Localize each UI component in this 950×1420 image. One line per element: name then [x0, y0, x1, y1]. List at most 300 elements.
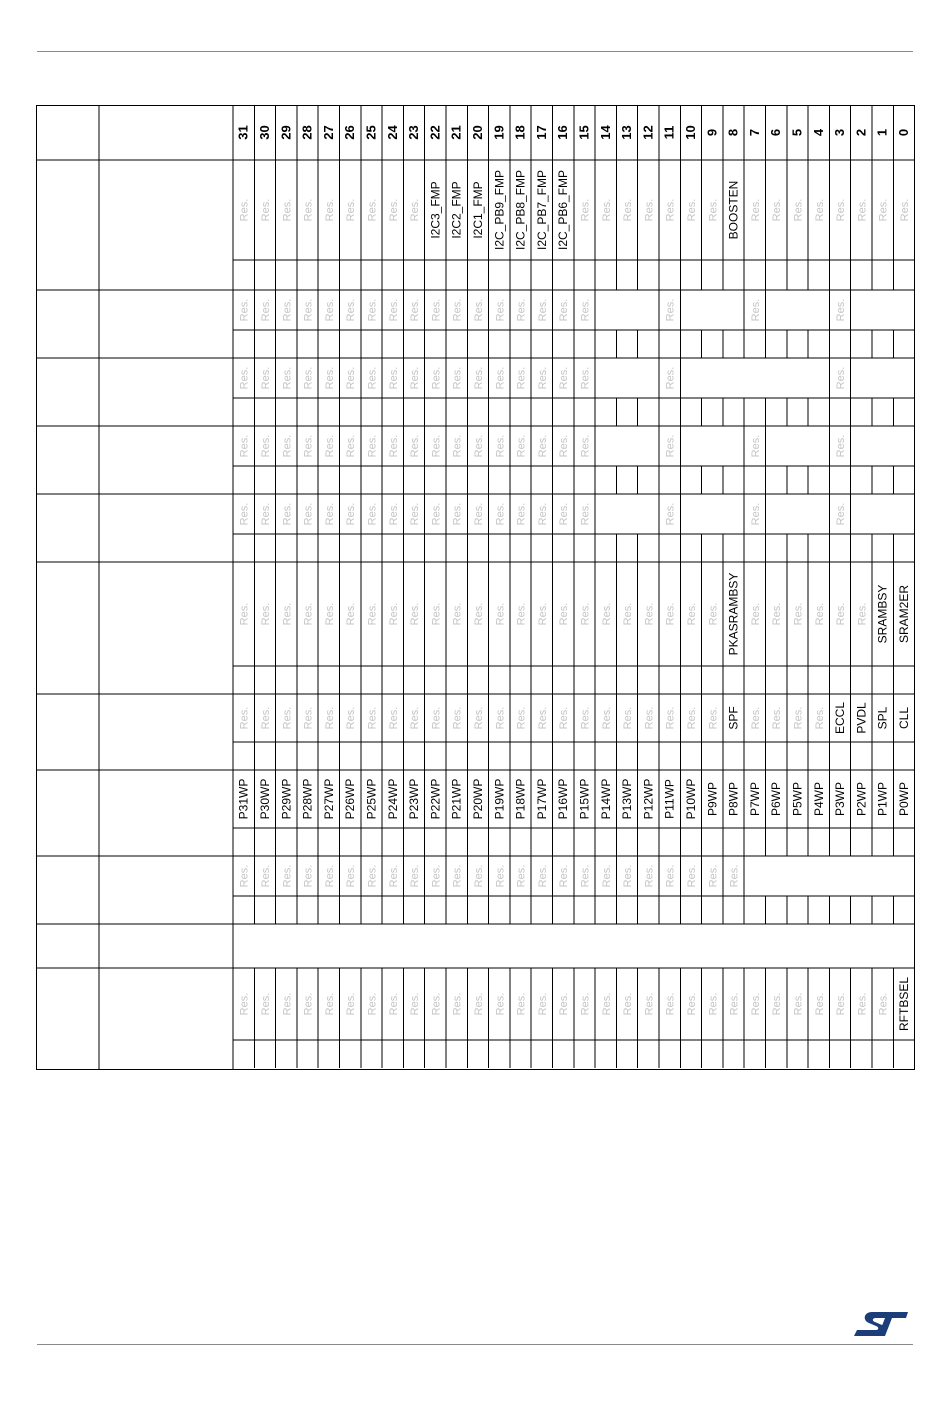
reserved-bit-label: Res.	[664, 434, 677, 458]
reserved-bit-label: Res.	[579, 198, 592, 222]
reserved-bit-label: Res.	[792, 706, 805, 730]
reserved-bit-label: Res.	[323, 502, 336, 526]
reserved-bit-label: Res.	[409, 366, 422, 390]
field-name: SRAM2ER	[896, 584, 911, 644]
reserved-bit-label: Res.	[536, 366, 549, 390]
reserved-bit-label: Res.	[430, 434, 443, 458]
reserved-bit-label: Res.	[387, 992, 400, 1016]
reserved-bit-label: Res.	[238, 198, 251, 222]
reserved-bit-label: Res.	[345, 502, 358, 526]
bit-number: 31	[235, 125, 251, 140]
bit-number: 19	[491, 125, 507, 140]
reserved-bit-label: Res.	[472, 864, 485, 888]
reserved-bit-label: Res.	[664, 864, 677, 888]
reserved-bit-label: Res.	[302, 706, 315, 730]
reserved-bit-label: Res.	[600, 602, 613, 626]
reserved-bit-label: Res.	[302, 864, 315, 888]
reserved-bit-label: Res.	[323, 992, 336, 1016]
reserved-bit-label: Res.	[259, 298, 272, 322]
reserved-bit-label: Res.	[472, 434, 485, 458]
reserved-bit-label: Res.	[558, 602, 571, 626]
field-name: P26WP	[343, 778, 358, 820]
reserved-bit-label: Res.	[238, 992, 251, 1016]
bit-number: 9	[704, 128, 720, 137]
reserved-bit-label: Res.	[366, 602, 379, 626]
field-name: BOOSTEN	[726, 180, 741, 240]
reserved-bit-label: Res.	[579, 366, 592, 390]
reserved-bit-label: Res.	[472, 706, 485, 730]
reserved-bit-label: Res.	[664, 706, 677, 730]
reserved-bit-label: Res.	[323, 864, 336, 888]
reserved-bit-label: Res.	[494, 602, 507, 626]
field-name: P0WP	[896, 781, 911, 817]
reserved-bit-label: Res.	[515, 706, 528, 730]
reserved-bit-label: Res.	[451, 434, 464, 458]
register-map-table	[36, 105, 916, 1072]
reserved-bit-label: Res.	[238, 434, 251, 458]
field-name: P27WP	[321, 778, 336, 820]
reserved-bit-label: Res.	[238, 864, 251, 888]
field-name: P10WP	[683, 778, 698, 820]
reserved-bit-label: Res.	[451, 502, 464, 526]
reserved-bit-label: Res.	[366, 366, 379, 390]
reserved-bit-label: Res.	[622, 706, 635, 730]
reserved-bit-label: Res.	[771, 706, 784, 730]
field-name: P4WP	[811, 781, 826, 817]
reserved-bit-label: Res.	[302, 602, 315, 626]
field-name: P6WP	[769, 781, 784, 817]
field-name: P1WP	[875, 781, 890, 817]
field-name: I2C2_FMP	[449, 181, 464, 239]
reserved-bit-label: Res.	[749, 992, 762, 1016]
bit-number: 0	[895, 128, 911, 137]
reserved-bit-label: Res.	[749, 298, 762, 322]
st-logo	[852, 1308, 910, 1338]
field-name: P25WP	[364, 778, 379, 820]
field-name: P29WP	[279, 778, 294, 820]
bit-number: 12	[640, 125, 656, 140]
reserved-bit-label: Res.	[345, 864, 358, 888]
reserved-bit-label: Res.	[302, 992, 315, 1016]
reserved-bit-label: Res.	[622, 198, 635, 222]
reserved-bit-label: Res.	[685, 992, 698, 1016]
reserved-bit-label: Res.	[643, 992, 656, 1016]
reserved-bit-label: Res.	[835, 198, 848, 222]
reserved-bit-label: Res.	[579, 602, 592, 626]
field-name: P11WP	[662, 779, 677, 819]
reserved-bit-label: Res.	[409, 706, 422, 730]
reserved-bit-label: Res.	[536, 706, 549, 730]
bit-number: 21	[448, 125, 464, 140]
reserved-bit-label: Res.	[302, 502, 315, 526]
reserved-bit-label: Res.	[813, 992, 826, 1016]
bit-number: 17	[533, 125, 549, 140]
bit-number: 20	[469, 125, 485, 140]
reserved-bit-label: Res.	[409, 502, 422, 526]
field-name: P2WP	[854, 781, 869, 817]
reserved-bit-label: Res.	[345, 706, 358, 730]
reserved-bit-label: Res.	[749, 502, 762, 526]
reserved-bit-label: Res.	[238, 706, 251, 730]
reserved-bit-label: Res.	[515, 434, 528, 458]
reserved-bit-label: Res.	[472, 366, 485, 390]
reserved-bit-label: Res.	[558, 434, 571, 458]
reserved-bit-label: Res.	[600, 992, 613, 1016]
field-name: ECCL	[833, 701, 848, 735]
reserved-bit-label: Res.	[430, 706, 443, 730]
reserved-bit-label: Res.	[302, 366, 315, 390]
field-name: P18WP	[513, 778, 528, 820]
field-name: I2C_PB8_FMP	[513, 169, 528, 251]
reserved-bit-label: Res.	[302, 198, 315, 222]
reserved-bit-label: Res.	[515, 602, 528, 626]
field-name: P13WP	[620, 778, 635, 820]
reserved-bit-label: Res.	[345, 198, 358, 222]
reserved-bit-label: Res.	[345, 366, 358, 390]
reserved-bit-label: Res.	[238, 366, 251, 390]
reserved-bit-label: Res.	[664, 992, 677, 1016]
reserved-bit-label: Res.	[430, 602, 443, 626]
bit-number: 5	[789, 128, 805, 137]
reserved-bit-label: Res.	[387, 502, 400, 526]
bit-number: 8	[725, 128, 741, 137]
reserved-bit-label: Res.	[664, 502, 677, 526]
reserved-bit-label: Res.	[792, 198, 805, 222]
bit-number: 24	[384, 125, 400, 140]
bit-number: 6	[768, 128, 784, 137]
field-name: P7WP	[747, 781, 762, 817]
reserved-bit-label: Res.	[259, 706, 272, 730]
reserved-bit-label: Res.	[366, 502, 379, 526]
reserved-bit-label: Res.	[472, 502, 485, 526]
reserved-bit-label: Res.	[430, 992, 443, 1016]
reserved-bit-label: Res.	[366, 298, 379, 322]
field-name: P19WP	[492, 778, 507, 820]
reserved-bit-label: Res.	[409, 434, 422, 458]
reserved-bit-label: Res.	[409, 298, 422, 322]
reserved-bit-label: Res.	[281, 602, 294, 626]
reserved-bit-label: Res.	[302, 298, 315, 322]
reserved-bit-label: Res.	[515, 502, 528, 526]
reserved-bit-label: Res.	[622, 864, 635, 888]
reserved-bit-label: Res.	[387, 298, 400, 322]
reserved-bit-label: Res.	[366, 198, 379, 222]
bit-number: 4	[810, 128, 826, 137]
reserved-bit-label: Res.	[281, 502, 294, 526]
reserved-bit-label: Res.	[281, 366, 294, 390]
reserved-bit-label: Res.	[898, 198, 911, 222]
reserved-bit-label: Res.	[451, 298, 464, 322]
reserved-bit-label: Res.	[536, 434, 549, 458]
reserved-bit-label: Res.	[259, 602, 272, 626]
field-name: P16WP	[556, 778, 571, 820]
field-name: SRAMBSY	[875, 584, 890, 644]
reserved-bit-label: Res.	[771, 198, 784, 222]
reserved-bit-label: Res.	[877, 198, 890, 222]
field-name: P23WP	[407, 778, 422, 820]
reserved-bit-label: Res.	[622, 602, 635, 626]
reserved-bit-label: Res.	[366, 706, 379, 730]
field-name: P3WP	[833, 781, 848, 817]
bit-number: 29	[278, 125, 294, 140]
reserved-bit-label: Res.	[472, 298, 485, 322]
reserved-bit-label: Res.	[345, 992, 358, 1016]
field-name: CLL	[896, 706, 911, 730]
reserved-bit-label: Res.	[558, 298, 571, 322]
reserved-bit-label: Res.	[813, 706, 826, 730]
reserved-bit-label: Res.	[707, 706, 720, 730]
reserved-bit-label: Res.	[600, 864, 613, 888]
reserved-bit-label: Res.	[856, 992, 869, 1016]
reserved-bit-label: Res.	[749, 602, 762, 626]
field-name: I2C_PB6_FMP	[556, 169, 571, 251]
reserved-bit-label: Res.	[835, 298, 848, 322]
reserved-bit-label: Res.	[579, 298, 592, 322]
reserved-bit-label: Res.	[366, 992, 379, 1016]
reserved-bit-label: Res.	[451, 602, 464, 626]
field-name: P8WP	[726, 781, 741, 817]
reserved-bit-label: Res.	[238, 602, 251, 626]
field-name: SPF	[726, 706, 741, 730]
field-name: P14WP	[598, 778, 613, 820]
bit-number: 7	[746, 128, 762, 137]
bit-number: 2	[853, 128, 869, 137]
field-name: P20WP	[470, 778, 485, 820]
reserved-bit-label: Res.	[536, 502, 549, 526]
reserved-bit-label: Res.	[728, 992, 741, 1016]
top-rule	[37, 51, 913, 52]
reserved-bit-label: Res.	[579, 434, 592, 458]
reserved-bit-label: Res.	[281, 992, 294, 1016]
reserved-bit-label: Res.	[856, 198, 869, 222]
reserved-bit-label: Res.	[387, 198, 400, 222]
reserved-bit-label: Res.	[600, 198, 613, 222]
reserved-bit-label: Res.	[259, 502, 272, 526]
field-name: I2C_PB7_FMP	[534, 169, 549, 251]
reserved-bit-label: Res.	[792, 992, 805, 1016]
reserved-bit-label: Res.	[771, 602, 784, 626]
reserved-bit-label: Res.	[451, 992, 464, 1016]
field-name: P9WP	[705, 781, 720, 817]
bit-number: 13	[619, 125, 635, 140]
reserved-bit-label: Res.	[792, 602, 805, 626]
field-name: P22WP	[428, 778, 443, 820]
reserved-bit-label: Res.	[387, 602, 400, 626]
reserved-bit-label: Res.	[558, 502, 571, 526]
reserved-bit-label: Res.	[281, 706, 294, 730]
reserved-bit-label: Res.	[259, 992, 272, 1016]
reserved-bit-label: Res.	[494, 298, 507, 322]
reserved-bit-label: Res.	[685, 706, 698, 730]
reserved-bit-label: Res.	[643, 602, 656, 626]
bit-number: 27	[320, 125, 336, 140]
reserved-bit-label: Res.	[515, 298, 528, 322]
reserved-bit-label: Res.	[409, 198, 422, 222]
reserved-bit-label: Res.	[685, 602, 698, 626]
field-name: P28WP	[300, 778, 315, 820]
reserved-bit-label: Res.	[387, 434, 400, 458]
reserved-bit-label: Res.	[494, 434, 507, 458]
reserved-bit-label: Res.	[622, 992, 635, 1016]
reserved-bit-label: Res.	[430, 298, 443, 322]
reserved-bit-label: Res.	[494, 864, 507, 888]
reserved-bit-label: Res.	[238, 298, 251, 322]
reserved-bit-label: Res.	[323, 602, 336, 626]
reserved-bit-label: Res.	[430, 864, 443, 888]
reserved-bit-label: Res.	[707, 602, 720, 626]
reserved-bit-label: Res.	[281, 298, 294, 322]
reserved-bit-label: Res.	[813, 198, 826, 222]
field-name: I2C_PB9_FMP	[492, 169, 507, 251]
field-name: I2C3_FMP	[428, 181, 443, 239]
reserved-bit-label: Res.	[643, 706, 656, 730]
reserved-bit-label: Res.	[281, 864, 294, 888]
reserved-bit-label: Res.	[409, 864, 422, 888]
bit-number: 18	[512, 125, 528, 140]
reserved-bit-label: Res.	[749, 198, 762, 222]
table-border	[37, 106, 915, 1070]
reserved-bit-label: Res.	[302, 434, 315, 458]
bit-number: 30	[256, 125, 272, 140]
reserved-bit-label: Res.	[323, 706, 336, 730]
reserved-bit-label: Res.	[430, 366, 443, 390]
bit-number: 15	[576, 125, 592, 140]
reserved-bit-label: Res.	[259, 366, 272, 390]
bit-number: 10	[682, 125, 698, 140]
reserved-bit-label: Res.	[515, 992, 528, 1016]
reserved-bit-label: Res.	[664, 366, 677, 390]
bit-number: 16	[555, 125, 571, 140]
field-name: P24WP	[385, 778, 400, 820]
reserved-bit-label: Res.	[749, 434, 762, 458]
reserved-bit-label: Res.	[643, 864, 656, 888]
reserved-bit-label: Res.	[451, 366, 464, 390]
reserved-bit-label: Res.	[494, 992, 507, 1016]
reserved-bit-label: Res.	[387, 706, 400, 730]
reserved-bit-label: Res.	[536, 864, 549, 888]
reserved-bit-label: Res.	[579, 864, 592, 888]
reserved-bit-label: Res.	[835, 366, 848, 390]
bit-number: 23	[406, 125, 422, 140]
reserved-bit-label: Res.	[472, 992, 485, 1016]
bottom-rule	[37, 1344, 913, 1345]
reserved-bit-label: Res.	[323, 298, 336, 322]
reserved-bit-label: Res.	[451, 864, 464, 888]
field-name: SPL	[875, 706, 890, 730]
field-name: P15WP	[577, 778, 592, 820]
bit-number: 1	[874, 128, 890, 137]
reserved-bit-label: Res.	[600, 706, 613, 730]
bit-number: 22	[427, 125, 443, 140]
reserved-bit-label: Res.	[707, 992, 720, 1016]
reserved-bit-label: Res.	[281, 434, 294, 458]
field-name: P17WP	[534, 778, 549, 820]
bit-number: 3	[832, 128, 848, 137]
reserved-bit-label: Res.	[558, 992, 571, 1016]
reserved-bit-label: Res.	[664, 298, 677, 322]
bit-number: 26	[342, 125, 358, 140]
reserved-bit-label: Res.	[856, 602, 869, 626]
reserved-bit-label: Res.	[771, 992, 784, 1016]
reserved-bit-label: Res.	[558, 864, 571, 888]
field-name: P31WP	[236, 778, 251, 820]
reserved-bit-label: Res.	[749, 706, 762, 730]
reserved-bit-label: Res.	[664, 198, 677, 222]
reserved-bit-label: Res.	[685, 198, 698, 222]
bit-number: 28	[299, 125, 315, 140]
reserved-bit-label: Res.	[323, 198, 336, 222]
bit-number: 14	[597, 125, 613, 140]
reserved-bit-label: Res.	[685, 864, 698, 888]
field-name: P30WP	[257, 778, 272, 820]
reserved-bit-label: Res.	[323, 366, 336, 390]
reserved-bit-label: Res.	[430, 502, 443, 526]
reserved-bit-label: Res.	[259, 434, 272, 458]
reserved-bit-label: Res.	[515, 366, 528, 390]
reserved-bit-label: Res.	[366, 434, 379, 458]
reserved-bit-label: Res.	[494, 366, 507, 390]
field-name: P5WP	[790, 781, 805, 817]
reserved-bit-label: Res.	[259, 864, 272, 888]
reserved-bit-label: Res.	[835, 434, 848, 458]
reserved-bit-label: Res.	[345, 434, 358, 458]
reserved-bit-label: Res.	[707, 864, 720, 888]
reserved-bit-label: Res.	[643, 198, 656, 222]
reserved-bit-label: Res.	[558, 706, 571, 730]
reserved-bit-label: Res.	[813, 602, 826, 626]
reserved-bit-label: Res.	[238, 502, 251, 526]
field-name: RFTBSEL	[896, 976, 911, 1032]
reserved-bit-label: Res.	[366, 864, 379, 888]
field-name: P12WP	[641, 778, 656, 820]
reserved-bit-label: Res.	[515, 864, 528, 888]
reserved-bit-label: Res.	[387, 864, 400, 888]
reserved-bit-label: Res.	[494, 502, 507, 526]
reserved-bit-label: Res.	[579, 992, 592, 1016]
reserved-bit-label: Res.	[536, 298, 549, 322]
reserved-bit-label: Res.	[579, 502, 592, 526]
reserved-bit-label: Res.	[835, 992, 848, 1016]
reserved-bit-label: Res.	[345, 602, 358, 626]
reserved-bit-label: Res.	[536, 602, 549, 626]
reserved-bit-label: Res.	[387, 366, 400, 390]
bit-number: 25	[363, 125, 379, 140]
reserved-bit-label: Res.	[579, 706, 592, 730]
field-name: I2C1_FMP	[470, 181, 485, 239]
reserved-bit-label: Res.	[472, 602, 485, 626]
reserved-bit-label: Res.	[281, 198, 294, 222]
reserved-bit-label: Res.	[558, 366, 571, 390]
reserved-bit-label: Res.	[664, 602, 677, 626]
reserved-bit-label: Res.	[259, 198, 272, 222]
field-name: P21WP	[449, 778, 464, 820]
reserved-bit-label: Res.	[409, 992, 422, 1016]
reserved-bit-label: Res.	[728, 864, 741, 888]
reserved-bit-label: Res.	[707, 198, 720, 222]
reserved-bit-label: Res.	[835, 602, 848, 626]
reserved-bit-label: Res.	[494, 706, 507, 730]
field-name: PVDL	[854, 702, 869, 734]
reserved-bit-label: Res.	[323, 434, 336, 458]
field-name: PKASRAMBSY	[726, 572, 741, 656]
reserved-bit-label: Res.	[877, 992, 890, 1016]
reserved-bit-label: Res.	[409, 602, 422, 626]
reserved-bit-label: Res.	[345, 298, 358, 322]
reserved-bit-label: Res.	[835, 502, 848, 526]
bit-number: 11	[661, 125, 677, 140]
reserved-bit-label: Res.	[536, 992, 549, 1016]
reserved-bit-label: Res.	[451, 706, 464, 730]
